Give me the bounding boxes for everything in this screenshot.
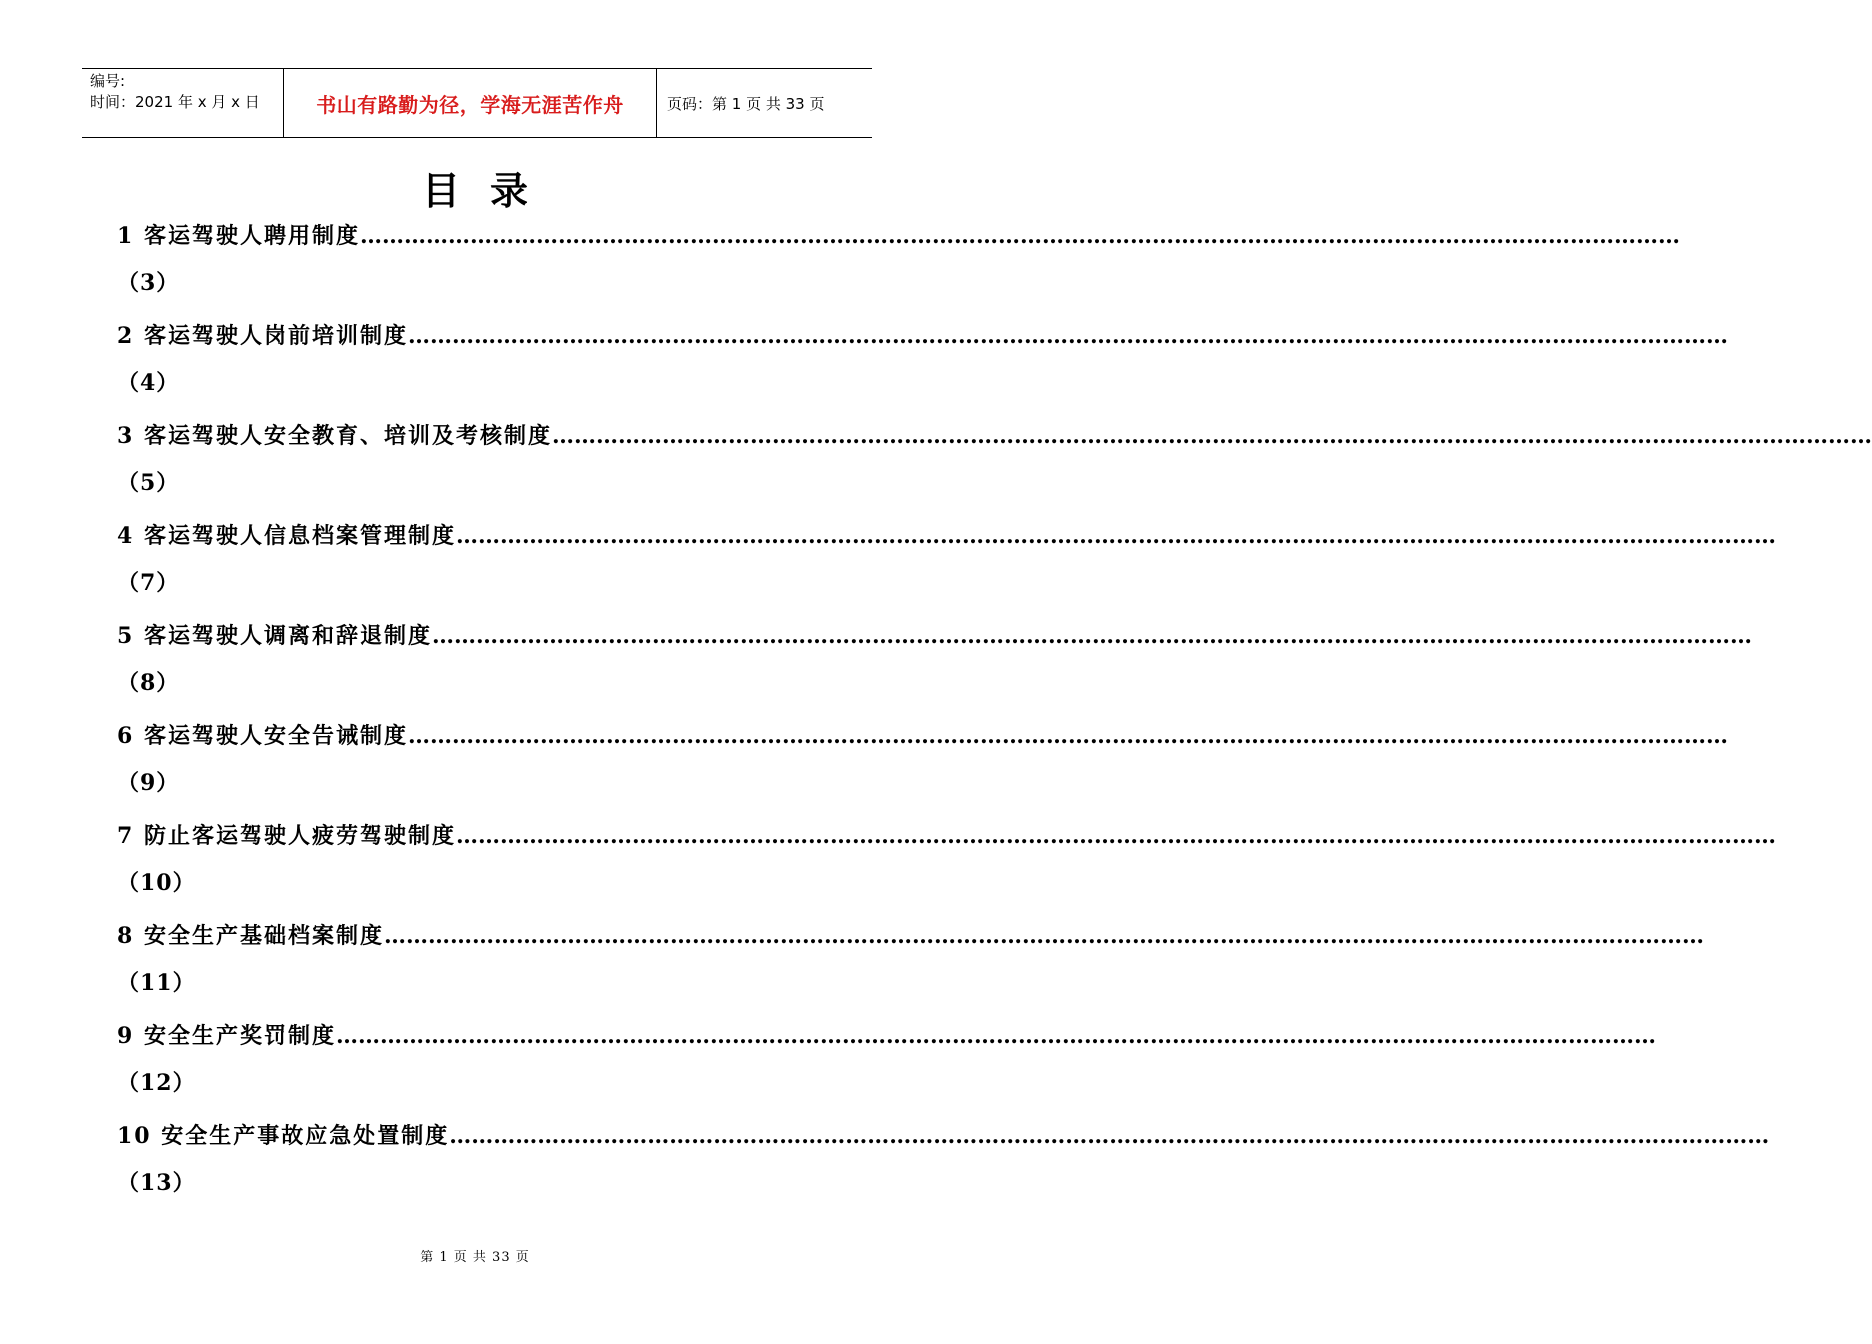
toc-entry[interactable] (117, 617, 1752, 717)
toc-entry-page: （9） (117, 770, 180, 796)
toc-entry[interactable] (117, 1117, 1770, 1217)
header-page-info: 页码：第 1 页 共 33 页 (667, 94, 825, 113)
toc-entry-line (117, 417, 1872, 455)
toc-dot-leader: ……………………………………………………………………………………………………………………………………………………………… (359, 223, 1680, 249)
toc-entry[interactable] (117, 517, 1776, 617)
toc-entry-page: （4） (117, 370, 180, 396)
toc-entry-line (117, 1117, 1770, 1155)
toc-dot-leader: ……………………………………………………………………………………………………………………………………………………………… (407, 323, 1728, 349)
toc-dot-leader: ……………………………………………………………………………………………………………………………………………………………… (455, 823, 1776, 849)
toc-entry-page: （13） (117, 1170, 196, 1196)
toc-dot-leader: ……………………………………………………………………………………………………………………………………………………………… (449, 1123, 1770, 1149)
header-table (82, 68, 872, 138)
toc-entry-title: 6 客运驾驶人安全告诫制度 (117, 723, 408, 749)
document-number-label: 编号: (90, 72, 126, 90)
toc-entry-title: 3 客运驾驶人安全教育、培训及考核制度 (117, 423, 552, 449)
toc-entry-title: 10 安全生产事故应急处置制度 (117, 1123, 450, 1149)
toc-entry-title: 5 客运驾驶人调离和辞退制度 (117, 623, 432, 649)
toc-entry[interactable] (117, 217, 1680, 317)
toc-entry-line (117, 317, 1728, 355)
toc-entry-line (117, 817, 1776, 855)
toc-dot-leader: ……………………………………………………………………………………………………………………………………………………………… (455, 523, 1776, 549)
toc-entry-line (117, 917, 1704, 955)
toc-entry-title: 9 安全生产奖罚制度 (117, 1023, 336, 1049)
toc-entry-line (117, 1017, 1656, 1055)
toc-entry-page: （10） (117, 870, 196, 896)
toc-dot-leader: ……………………………………………………………………………………………………………………………………………………………… (335, 1023, 1656, 1049)
header-motto: 书山有路勤为径，学海无涯苦作舟 (316, 92, 624, 117)
toc-entry-page: （7） (117, 570, 180, 596)
toc-entry-page: （5） (117, 470, 180, 496)
toc-title: 目录 (421, 168, 558, 213)
toc-entry-line (117, 217, 1680, 255)
toc-entry-title: 7 防止客运驾驶人疲劳驾驶制度 (117, 823, 456, 849)
toc-entry-title: 8 安全生产基础档案制度 (117, 923, 384, 949)
document-time-label: 时间：2021 年 x 月 x 日 (90, 93, 260, 111)
toc-entry[interactable] (117, 317, 1728, 417)
toc-dot-leader: ……………………………………………………………………………………………………………………………………………………………… (383, 923, 1704, 949)
toc-entry[interactable] (117, 717, 1728, 817)
toc-entry-line (117, 617, 1752, 655)
toc-entry[interactable] (117, 817, 1776, 917)
toc-entry-line (117, 717, 1728, 755)
toc-entry-line (117, 517, 1776, 555)
toc-dot-leader: ……………………………………………………………………………………………………………………………………………………………… (431, 623, 1752, 649)
toc-entry-page: （12） (117, 1070, 196, 1096)
toc-dot-leader: ……………………………………………………………………………………………………………………………………………………………… (551, 423, 1872, 449)
header-middle-cell (284, 69, 657, 137)
header-right-cell (657, 69, 872, 137)
toc-entry[interactable] (117, 1017, 1656, 1117)
toc-entry[interactable] (117, 917, 1704, 1017)
toc-entry-title: 4 客运驾驶人信息档案管理制度 (117, 523, 456, 549)
page-footer: 第 1 页 共 33 页 (420, 1250, 530, 1265)
toc-entry-title: 2 客运驾驶人岗前培训制度 (117, 323, 408, 349)
toc-entry-page: （11） (117, 970, 196, 996)
toc-dot-leader: ……………………………………………………………………………………………………………………………………………………………… (407, 723, 1728, 749)
toc-entry[interactable] (117, 417, 1872, 517)
toc-entry-page: （8） (117, 670, 180, 696)
toc-entry-title: 1 客运驾驶人聘用制度 (117, 223, 360, 249)
header-left-cell (82, 69, 284, 137)
table-of-contents (117, 217, 1872, 1217)
toc-entry-page: （3） (117, 270, 180, 296)
